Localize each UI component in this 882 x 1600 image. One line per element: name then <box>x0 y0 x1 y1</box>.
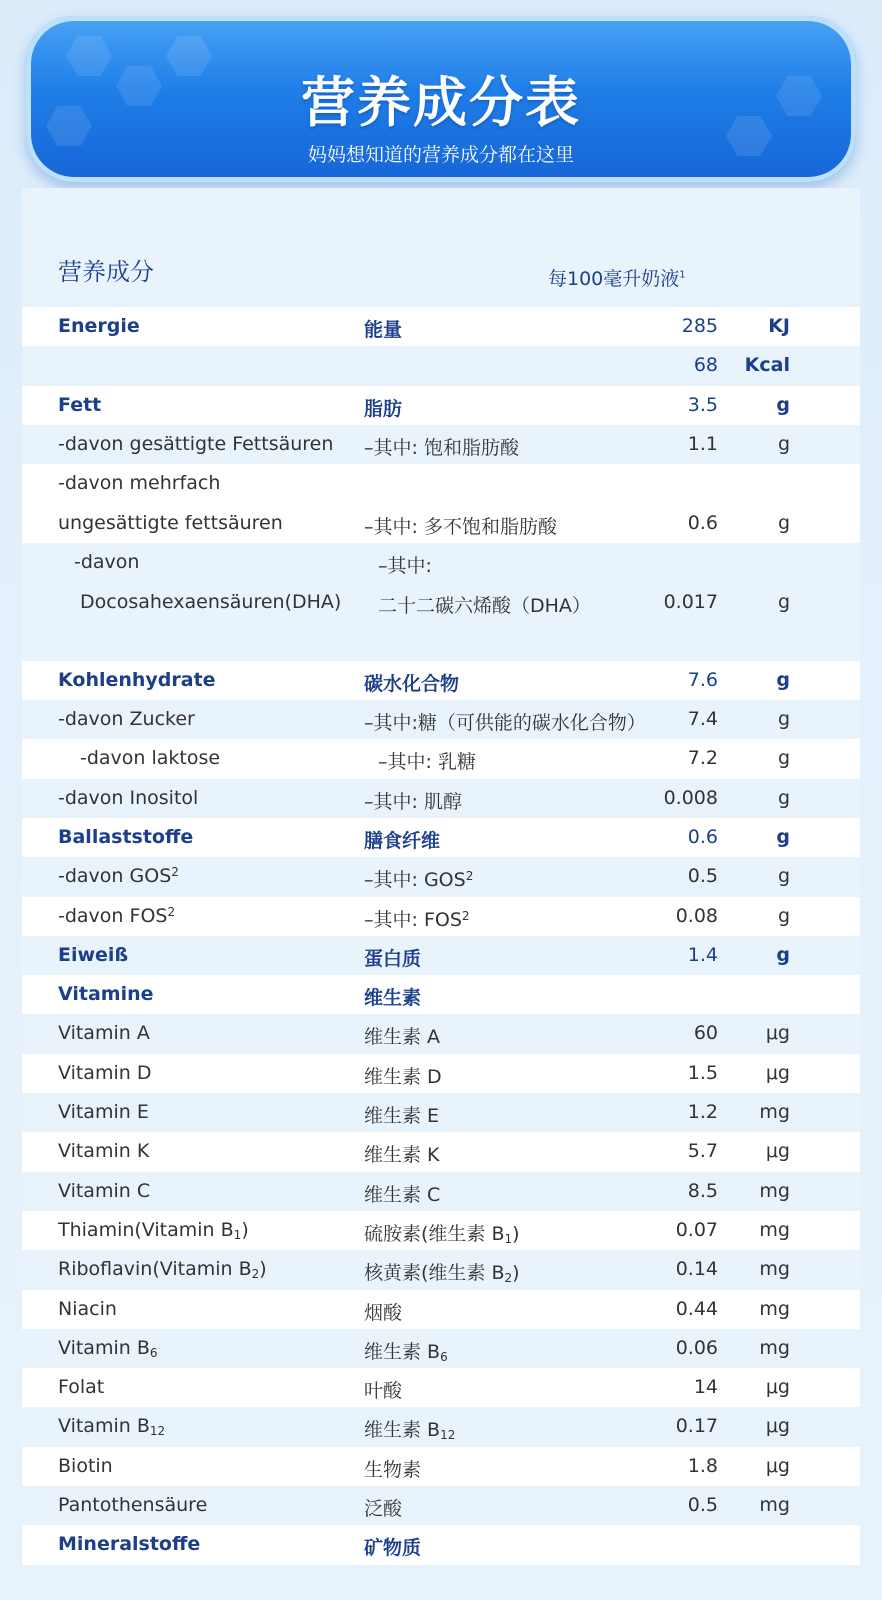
value: 0.08 <box>675 904 718 927</box>
per-100ml-label: 每100毫升奶液 <box>548 268 680 290</box>
label-cn: 生物素 <box>364 1458 422 1481</box>
value: 0.17 <box>675 1415 718 1438</box>
table-row-fett <box>22 386 860 425</box>
value: 7.2 <box>687 747 718 770</box>
label-de: Niacin <box>58 1297 117 1320</box>
label-de-line1: -davon mehrfach <box>58 472 221 495</box>
label-cn: 维生素 <box>364 987 422 1010</box>
label-de-text: -davon FOS <box>58 904 168 927</box>
label-cn: 能量 <box>364 319 403 341</box>
table-row-vitamin-a <box>22 1014 860 1053</box>
unit: g <box>777 904 790 927</box>
label-cn <box>364 1258 520 1285</box>
value: 0.44 <box>675 1297 718 1320</box>
label-cn: 膳食纤维 <box>364 829 441 852</box>
value: 3.5 <box>687 393 718 416</box>
unit: mg <box>759 1218 790 1241</box>
unit: mg <box>759 1101 790 1124</box>
label-cn-text: –其中: GOS <box>364 869 466 892</box>
label-cn: 蛋白质 <box>364 947 422 970</box>
label-de: Mineralstoffe <box>58 1533 201 1556</box>
unit: μg <box>765 1061 790 1084</box>
label-de-line2: Docosahexaensäuren(DHA) <box>80 590 342 613</box>
table-row-biotin <box>22 1447 860 1486</box>
value: 0.5 <box>687 865 718 888</box>
label-cn: 维生素 A <box>364 1026 441 1049</box>
table-row-dha <box>22 543 860 661</box>
label-de: -davon gesättigte Fettsäuren <box>58 432 334 455</box>
header-banner <box>26 16 856 182</box>
label-de: Vitamin K <box>58 1140 150 1163</box>
label-cn-end: ) <box>512 1262 520 1285</box>
table-row-fos <box>22 897 860 936</box>
label-de: Pantothensäure <box>58 1494 208 1517</box>
label-cn: 烟酸 <box>364 1301 403 1324</box>
label-cn-text: 核黄素(维生素 B <box>364 1262 505 1285</box>
label-cn: –其中: 饱和脂肪酸 <box>364 436 519 459</box>
unit: μg <box>765 1415 790 1438</box>
footnote-marker: 2 <box>465 869 474 884</box>
subscript: 6 <box>149 1345 158 1360</box>
table-header-title: 营养成分 <box>58 258 154 286</box>
table-header-per-100ml <box>548 264 686 291</box>
unit: KJ <box>768 315 790 337</box>
footnote-marker: 2 <box>167 904 176 919</box>
value: 0.6 <box>687 512 718 535</box>
unit: μg <box>765 1022 790 1045</box>
footnote-marker: 1 <box>679 269 686 281</box>
label-cn-text: 硫胺素(维生素 B <box>364 1222 505 1245</box>
label-de: Kohlenhydrate <box>58 668 216 691</box>
unit: g <box>777 512 790 535</box>
value: 7.6 <box>687 668 718 691</box>
subscript: 1 <box>233 1227 242 1242</box>
unit: μg <box>765 1454 790 1477</box>
label-cn-line1: –其中: <box>378 554 432 577</box>
subscript: 6 <box>440 1349 448 1364</box>
label-de <box>58 905 175 927</box>
unit: μg <box>765 1376 790 1399</box>
unit: Kcal <box>744 354 790 377</box>
label-cn: 维生素 K <box>364 1144 440 1167</box>
label-cn: –其中: 乳糖 <box>378 751 476 774</box>
label-cn: 脂肪 <box>364 397 403 420</box>
label-cn: –其中:糖（可供能的碳水化合物） <box>364 712 646 735</box>
value: 1.8 <box>687 1454 718 1477</box>
label-de-line2: ungesättigte fettsäuren <box>58 512 283 535</box>
label-de-end: ) <box>259 1258 267 1281</box>
label-cn: 维生素 D <box>364 1065 442 1088</box>
unit: g <box>777 786 790 809</box>
value: 1.4 <box>687 943 718 966</box>
label-de: Vitamin E <box>58 1101 149 1124</box>
label-cn-line2: 二十二碳六烯酸（DHA） <box>378 594 591 617</box>
value: 0.017 <box>663 590 718 613</box>
value: 0.5 <box>687 1494 718 1517</box>
value: 60 <box>693 1022 718 1045</box>
table-row-inositol <box>22 779 860 818</box>
value: 8.5 <box>687 1179 718 1202</box>
value: 5.7 <box>687 1140 718 1163</box>
value: 0.06 <box>675 1336 718 1359</box>
label-de-line1: -davon <box>74 550 140 573</box>
label-cn: 叶酸 <box>364 1380 403 1403</box>
unit: g <box>776 825 790 848</box>
label-de <box>58 1337 158 1360</box>
subscript: 1 <box>504 1231 513 1246</box>
label-de: Vitamine <box>58 983 154 1006</box>
label-de-text: Vitamin B <box>58 1336 150 1359</box>
subscript: 12 <box>440 1428 456 1443</box>
label-de-text: -davon GOS <box>58 865 172 888</box>
label-de: Energie <box>58 315 140 337</box>
unit: mg <box>759 1258 790 1281</box>
unit: g <box>777 432 790 455</box>
value: 7.4 <box>687 708 718 731</box>
value: 1.1 <box>687 432 718 455</box>
unit: μg <box>765 1140 790 1163</box>
table-row-ballaststoffe <box>22 818 860 857</box>
footnote-marker: 2 <box>171 865 179 880</box>
label-de: Fett <box>58 393 102 416</box>
label-de-text: Riboflavin(Vitamin B <box>58 1258 252 1281</box>
value: 0.008 <box>663 786 718 809</box>
label-cn: –其中: 多不饱和脂肪酸 <box>364 516 557 539</box>
nutrition-table <box>22 307 860 1565</box>
table-row-energie <box>22 307 860 346</box>
table-row-vitamin-k <box>22 1132 860 1171</box>
table-row-zucker <box>22 700 860 739</box>
label-de-end: ) <box>241 1218 249 1241</box>
label-de: -davon Zucker <box>58 708 195 731</box>
label-cn <box>364 1337 448 1364</box>
subscript: 2 <box>504 1271 513 1286</box>
label-de <box>58 1219 249 1242</box>
table-row-vitamin-b6 <box>22 1329 860 1368</box>
label-cn-text: –其中: FOS <box>364 908 462 931</box>
table-row-mineralstoffe <box>22 1525 860 1564</box>
label-cn <box>364 1219 520 1246</box>
unit: g <box>777 747 790 770</box>
label-de: Eiweiß <box>58 943 129 966</box>
label-cn <box>364 1415 455 1442</box>
value: 14 <box>693 1376 718 1399</box>
label-cn-text: 维生素 B <box>364 1419 441 1442</box>
label-de: -davon laktose <box>80 747 221 770</box>
label-cn: 泛酸 <box>364 1498 403 1521</box>
unit: mg <box>759 1494 790 1517</box>
label-de: Biotin <box>58 1454 113 1477</box>
value: 68 <box>693 354 718 377</box>
table-row-laktose <box>22 739 860 778</box>
banner-title: 营养成分表 <box>301 71 581 134</box>
table-row-gos <box>22 857 860 896</box>
table-row-vitamin-e <box>22 1093 860 1132</box>
label-de: Vitamin D <box>58 1061 152 1084</box>
table-row-fett-poly <box>22 464 860 543</box>
table-row-riboflavin <box>22 1250 860 1289</box>
table-row-energie-kcal <box>22 346 860 385</box>
label-cn: 碳水化合物 <box>364 672 460 695</box>
label-de: Ballaststoffe <box>58 825 194 848</box>
label-de <box>58 865 179 887</box>
footnote-marker: 2 <box>461 908 470 923</box>
table-row-vitamin-d <box>22 1054 860 1093</box>
label-de-text: Vitamin B <box>58 1415 150 1438</box>
label-de: Vitamin C <box>58 1179 151 1202</box>
table-row-vitamin-b12 <box>22 1407 860 1446</box>
label-cn: 维生素 C <box>364 1183 441 1206</box>
table-row-vitamine <box>22 975 860 1014</box>
label-cn <box>364 905 470 932</box>
table-row-niacin <box>22 1290 860 1329</box>
table-row-pantothensaure <box>22 1486 860 1525</box>
unit: g <box>776 393 790 416</box>
table-row-kohlenhydrate <box>22 661 860 700</box>
unit: g <box>777 865 790 888</box>
unit: g <box>777 590 790 613</box>
subscript: 2 <box>251 1267 260 1282</box>
unit: g <box>777 708 790 731</box>
value: 1.2 <box>687 1101 718 1124</box>
label-cn-end: ) <box>512 1222 520 1245</box>
unit: mg <box>759 1179 790 1202</box>
label-de <box>58 1415 165 1438</box>
value: 0.6 <box>687 825 718 848</box>
label-de <box>58 1258 267 1281</box>
value: 0.14 <box>675 1258 718 1281</box>
label-cn-text: 维生素 B <box>364 1340 441 1363</box>
table-row-vitamin-c <box>22 1172 860 1211</box>
label-de: Vitamin A <box>58 1022 150 1045</box>
label-cn: 维生素 E <box>364 1105 440 1128</box>
label-de-text: Thiamin(Vitamin B <box>58 1218 234 1241</box>
table-row-eiweiss <box>22 936 860 975</box>
table-row-fett-saturated <box>22 425 860 464</box>
unit: g <box>776 943 790 966</box>
unit: mg <box>759 1336 790 1359</box>
value: 1.5 <box>687 1061 718 1084</box>
label-cn: 矿物质 <box>364 1537 422 1560</box>
value: 285 <box>681 315 718 337</box>
label-cn <box>364 865 473 892</box>
label-cn: –其中: 肌醇 <box>364 790 462 813</box>
label-de: Folat <box>58 1376 105 1399</box>
table-row-thiamin <box>22 1211 860 1250</box>
unit: mg <box>759 1297 790 1320</box>
table-row-folat <box>22 1368 860 1407</box>
subscript: 12 <box>149 1424 166 1439</box>
value: 0.07 <box>675 1218 718 1241</box>
banner-subtitle: 妈妈想知道的营养成分都在这里 <box>307 144 574 166</box>
label-de: -davon Inositol <box>58 786 199 809</box>
unit: g <box>776 668 790 691</box>
